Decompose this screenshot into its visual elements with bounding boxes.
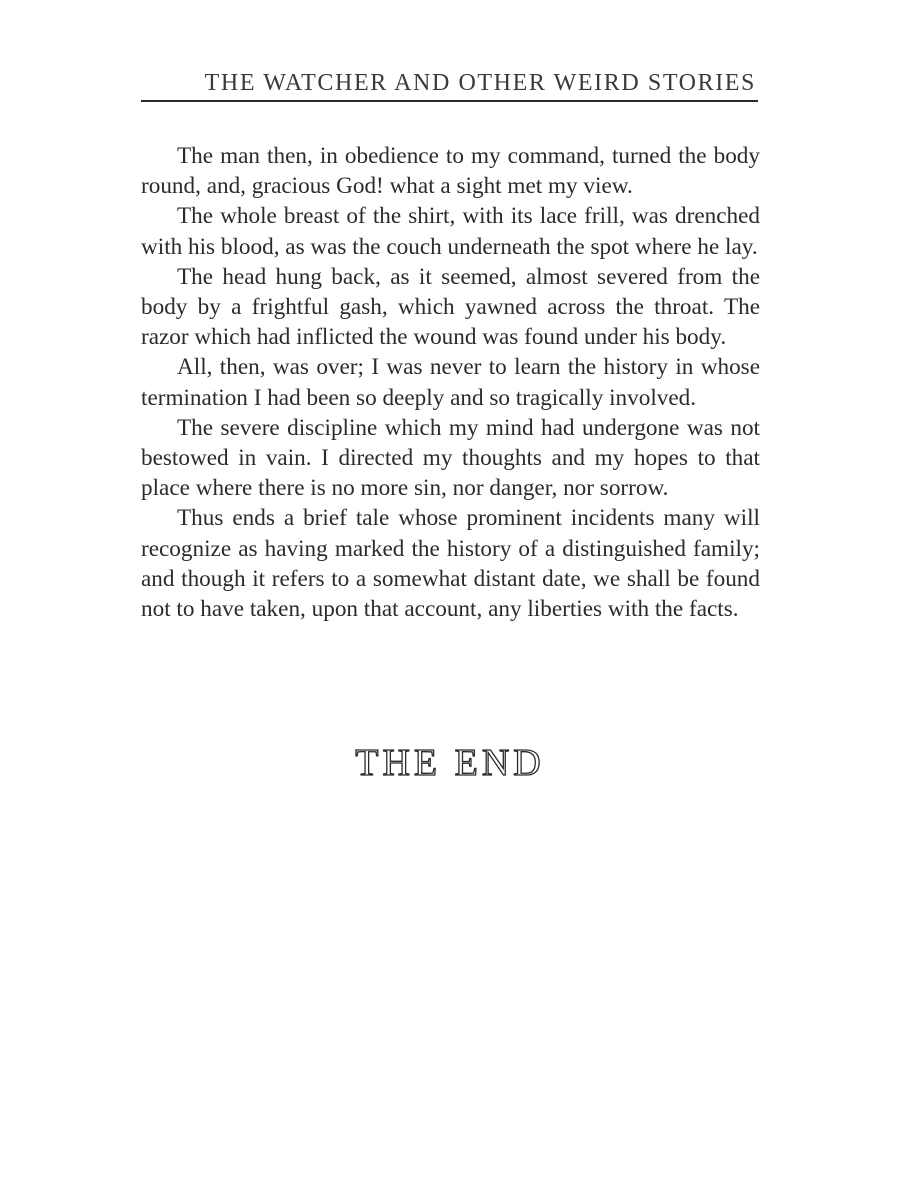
paragraph: The severe discipline which my mind had undergone was not bestowed in vain. I directed my thoughts and my hopes to that place where there is no more sin, nor danger, nor sorrow. [141,414,760,502]
story-text [141,141,760,624]
the-end-heading: THE END [355,742,545,784]
paragraph: The head hung back, as it seemed, almost severed from the body by a frightful gash, which yawned across the throat. The razor which had inflicted the wound was found under his body. [141,263,760,351]
paragraph: All, then, was over; I was never to learn the history in whose termination I had been so deeply and so tragically involved. [141,354,760,411]
running-head [141,68,758,102]
paragraph: The whole breast of the shirt, with its lace frill, was drenched with his blood, as was the couch underneath the spot where he lay. [141,203,760,260]
book-title: THE WATCHER AND OTHER WEIRD STORIES [204,70,756,96]
paragraph: Thus ends a brief tale whose prominent incidents many will recognize as having marked the history of a distinguished family; and though it refers to a somewhat distant date, we shall be found not to have taken, upon that account, any liberties with the facts. [141,505,760,623]
paragraph: The man then, in obedience to my command, turned the body round, and, gracious God! what a sight met my view. [141,143,760,200]
